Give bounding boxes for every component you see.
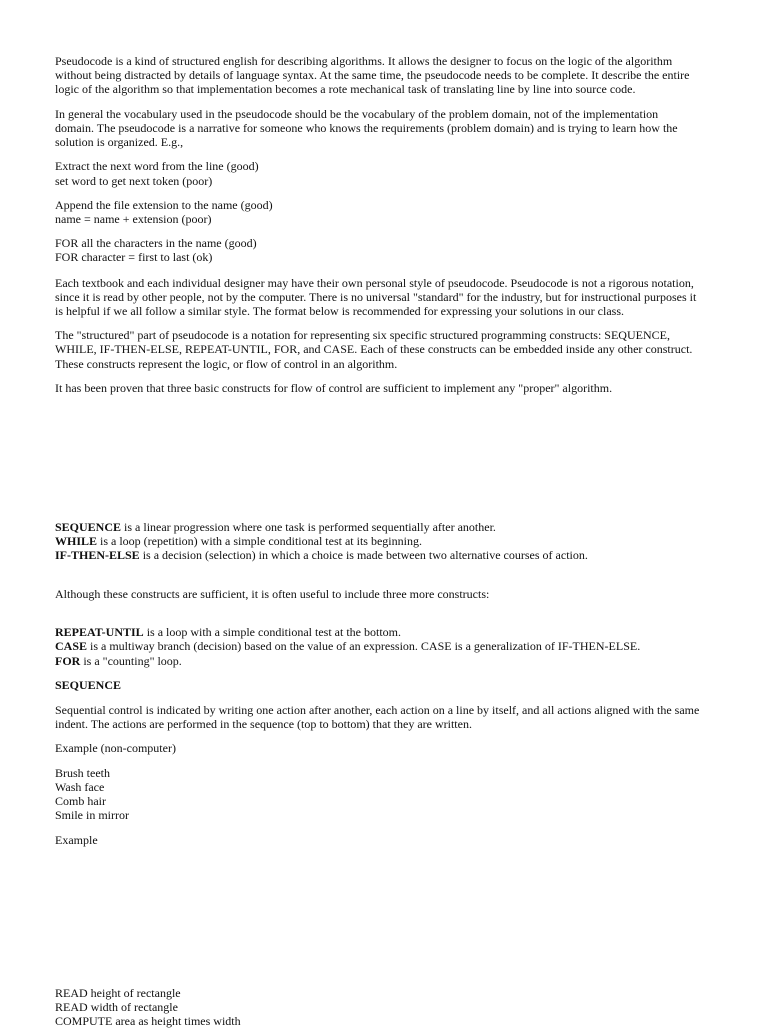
although-line: Although these constructs are sufficient, it is often useful to include three more constructs:: [55, 587, 490, 601]
style-line-3: is helpful if we all follow a similar style. The format below is recommended for expressing your solutions in our class.: [55, 304, 624, 318]
style-line-2: since it is read by other people, not by the computer. There is no universal "standard" for the industry, but for instructional purposes it: [55, 290, 697, 304]
code-line: READ width of rectangle: [55, 1000, 178, 1014]
construct-desc: is a loop with a simple conditional test at the bottom.: [143, 625, 401, 639]
construct-desc: is a decision (selection) in which a choice is made between two alternative courses of action.: [139, 548, 588, 562]
example-2-poor: name = name + extension (poor): [55, 212, 212, 226]
construct-desc: is a loop (repetition) with a simple conditional test at its beginning.: [97, 534, 422, 548]
example-1-good: Extract the next word from the line (good): [55, 159, 259, 173]
construct-sequence: [55, 520, 496, 534]
code-line: READ height of rectangle: [55, 986, 181, 1000]
structured-line-1: The "structured" part of pseudocode is a notation for representing six specific structured programming constructs: SEQUENCE,: [55, 328, 670, 342]
proven-line: It has been proven that three basic constructs for flow of control are sufficient to implement any "proper" algorithm.: [55, 381, 613, 395]
vocab-line-2: domain. The pseudocode is a narrative for someone who knows the requirements (problem domain) and is trying to learn how the: [55, 121, 678, 135]
example-3-ok: FOR character = first to last (ok): [55, 250, 213, 264]
structured-line-2: WHILE, IF-THEN-ELSE, REPEAT-UNTIL, FOR, and CASE. Each of these constructs can be embedded inside any other construct.: [55, 342, 693, 356]
routine-step: Brush teeth: [55, 766, 110, 780]
intro-line-1: Pseudocode is a kind of structured english for describing algorithms. It allows the designer to focus on the logic of the algorithm: [55, 54, 673, 68]
vocab-line-1: In general the vocabulary used in the pseudocode should be the vocabulary of the problem domain, not of the implementation: [55, 107, 659, 121]
construct-term: CASE: [55, 639, 88, 653]
construct-term: REPEAT-UNTIL: [55, 625, 144, 639]
intro-line-3: logic of the algorithm so that implementation becomes a rote mechanical task of translating line by line into source code.: [55, 82, 636, 96]
construct-term: WHILE: [55, 534, 98, 548]
intro-line-2: without being distracted by details of language syntax. At the same time, the pseudocode needs to be complete. It describe the entire: [55, 68, 690, 82]
routine-step: Smile in mirror: [55, 808, 129, 822]
example-noncomputer-label: Example (non-computer): [55, 741, 176, 755]
sequence-desc-line-1: Sequential control is indicated by writing one action after another, each action on a line by itself, and all actions aligned with the same: [55, 703, 700, 717]
example-3-good: FOR all the characters in the name (good): [55, 236, 257, 250]
routine-step: Wash face: [55, 780, 105, 794]
sequence-desc-line-2: indent. The actions are performed in the sequence (top to bottom) that they are written.: [55, 717, 472, 731]
construct-desc: is a multiway branch (decision) based on the value of an expression. CASE is a generalization of IF-THEN-ELSE.: [87, 639, 641, 653]
construct-for: [55, 654, 182, 668]
example-2-good: Append the file extension to the name (good): [55, 198, 273, 212]
sequence-heading: SEQUENCE: [55, 678, 122, 692]
code-line: COMPUTE area as height times width: [55, 1014, 241, 1028]
example-label: Example: [55, 833, 98, 847]
construct-desc: is a linear progression where one task is performed sequentially after another.: [121, 520, 496, 534]
style-line-1: Each textbook and each individual designer may have their own personal style of pseudocode. Pseudocode is not a rigorous notation,: [55, 276, 694, 290]
construct-repeat-until: [55, 625, 401, 639]
construct-while: [55, 534, 422, 548]
construct-term: SEQUENCE: [55, 520, 122, 534]
construct-term: IF-THEN-ELSE: [55, 548, 140, 562]
construct-if-then-else: [55, 548, 588, 562]
construct-case: [55, 639, 640, 653]
structured-line-3: These constructs represent the logic, or flow of control in an algorithm.: [55, 357, 398, 371]
example-1-poor: set word to get next token (poor): [55, 174, 213, 188]
construct-term: FOR: [55, 654, 81, 668]
construct-desc: is a "counting" loop.: [80, 654, 182, 668]
routine-step: Comb hair: [55, 794, 106, 808]
vocab-line-3: solution is organized. E.g.,: [55, 135, 184, 149]
